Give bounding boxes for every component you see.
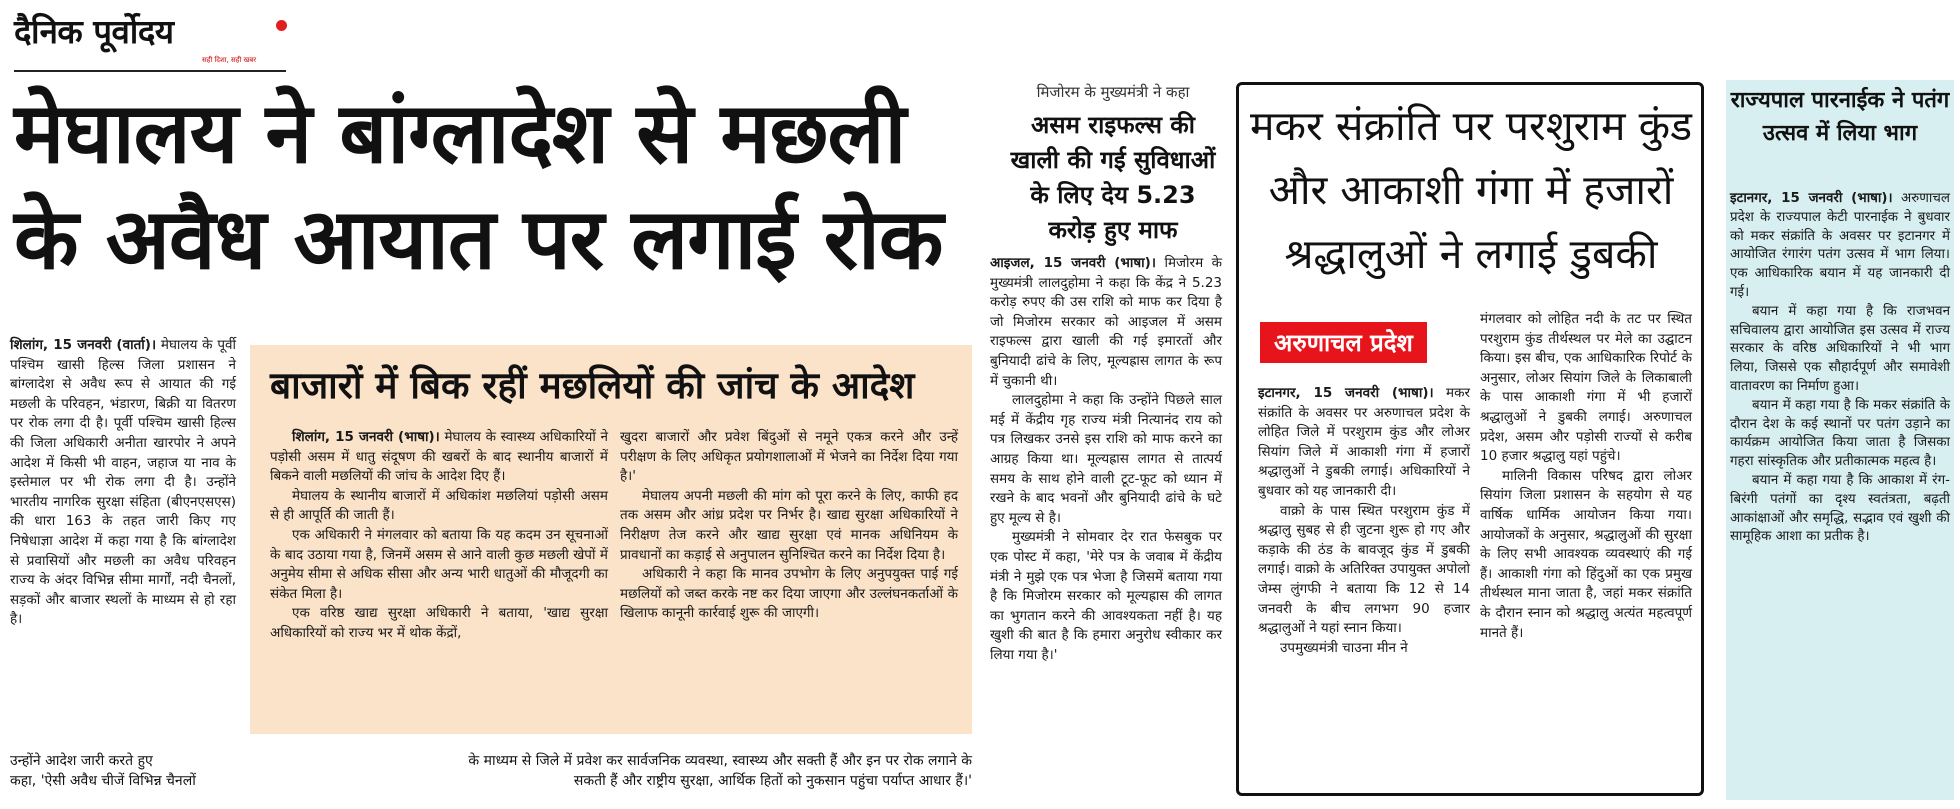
story3-dateline: इटानगर, 15 जनवरी (भाषा)। — [1258, 385, 1434, 401]
masthead-dot-icon — [276, 20, 287, 31]
highlight-paragraph: अधिकारी ने कहा कि मानव उपभोग के लिए अनुपयुक्त पाई गई मछलियों को जब्त करके नष्ट कर दिया जाएगा और उल्लंघनकर्ताओं के खिलाफ कानूनी कार्रवाई शुरू की जाएगी। — [620, 566, 958, 622]
masthead-rule — [14, 70, 286, 72]
main-headline-line-2: के अवैध आयात पर लगाई रोक — [14, 190, 943, 288]
story2-paragraph: मुख्यमंत्री ने सोमवार देर रात फेसबुक पर एक पोस्ट में कहा, 'मेरे पत्र के जवाब में केंद्रीय मंत्री ने मुझे एक पत्र भेजा है जिसमें बताया गया है कि मिजोरम सरकार को मूल्यह्रास की लागत का भुगतान करने की आवश्यकता नहीं है। यह खुशी की बात है कि हमारा अनुरोध स्वीकार कर लिया गया है।' — [990, 529, 1222, 663]
story3-column-1 — [1258, 384, 1470, 658]
story3-paragraph: वाक्रो के पास स्थित परशुराम कुंड में श्रद्धालु सुबह से ही जुटना शुरू हो गए और कड़ाके की ठंड के बावजूद कुंड में डुबकी लगाई। वाक्रो के अतिरिक्त उपायुक्त अपोलो जेम्स लुंगफी ने बताया कि 12 से 14 जनवरी के बीच लगभग 90 हजार श्रद्धालुओं ने यहां स्नान किया। — [1258, 502, 1470, 637]
story2-paragraph: लालदुहोमा ने कहा कि उन्होंने पिछले साल मई में केंद्रीय गृह राज्य मंत्री नित्यानंद राय को पत्र लिखकर उनसे इस राशि को माफ करने का आग्रह किया था। मूल्यह्रास लागत से तात्पर्य समय के साथ होने वाली टूट-फूट को ध्यान में रखने के बाद भवनों और बुनियादी ढांचे के घटे हुए मूल्य से है। — [990, 392, 1222, 526]
story2-headline: असम राइफल्स की खाली की गई सुविधाओं के लिए देय 5.23 करोड़ हुए माफ — [1010, 111, 1216, 244]
story3-paragraph: मकर संक्रांति के अवसर पर अरुणाचल प्रदेश के लोहित जिले में परशुराम कुंड और लोअर सियांग जिले में आकाशी गंगा में हजारों श्रद्धालुओं ने डुबकी लगाई। अधिकारियों ने बुधवार को यह जानकारी दी। — [1258, 385, 1470, 499]
story4-paragraph: अरुणाचल प्रदेश के राज्यपाल केटी पारनाईक ने बुधवार को मकर संक्रांति के अवसर पर इटानगर में आयोजित रंगारंग पतंग उत्सव में भाग लिया। एक आधिकारिक बयान में यह जानकारी दी गई। — [1730, 191, 1950, 300]
highlight-paragraph: मेघालय के स्थानीय बाजारों में अधिकांश मछलियां पड़ोसी असम से ही आपूर्ति की जाती हैं। — [270, 487, 608, 524]
main-bottom-right-1: के माध्यम से जिले में प्रवेश कर सार्वजनिक व्यवस्था, स्वास्थ्य और सक्ती हैं और इन पर रोक लगाने के — [468, 753, 972, 769]
main-bottom-left-1: उन्होंने आदेश जारी करते हुए — [10, 753, 153, 769]
story4-paragraph: बयान में कहा गया है कि मकर संक्रांति के दौरान देश के कई स्थानों पर पतंग उड़ाने का कार्यक्रम आयोजित किया जाता है जिसका गहरा सांस्कृतिक और प्रतीकात्मक महत्व है। — [1730, 397, 1950, 470]
story3-paragraph: मालिनी विकास परिषद द्वारा लोअर सियांग जिला प्रशासन के सहयोग से यह वार्षिक धार्मिक आयोजन किया गया। आयोजकों के अनुसार, श्रद्धालुओं की सुरक्षा के लिए सभी आवश्यक व्यवस्थाएं की गई हैं। आकाशी गंगा को हिंदुओं का एक प्रमुख तीर्थस्थल माना जाता है, जहां मकर संक्रांति के दौरान स्नान को श्रद्धालु अत्यंत महत्वपूर्ण मानते हैं। — [1480, 467, 1692, 641]
story2-kicker: मिजोरम के मुख्यमंत्री ने कहा — [1036, 83, 1190, 101]
story4-paragraph: बयान में कहा गया है कि आकाश में रंग-बिरंगी पतंगों का दृश्य स्वतंत्रता, बढ़ती आकांक्षाओं और समृद्धि, सद्भाव एवं खुशी की सामूहिक आशा का प्रतीक है। — [1730, 472, 1950, 545]
highlight-paragraph: मेघालय अपनी मछली की मांग को पूरा करने के लिए, काफी हद तक असम और आंध्र प्रदेश पर निर्भर है। खाद्य सुरक्षा अधिकारियों ने निरीक्षण तेज करने और खाद्य सुरक्षा एवं मानक अधिनियम के प्रावधानों का कड़ाई से अनुपालन सुनिश्चित करने का निर्देश दिया है। — [620, 487, 958, 563]
story2-body — [990, 254, 1222, 665]
story2-dateline: आइजल, 15 जनवरी (भाषा)। — [990, 255, 1156, 271]
story-mizoram-header — [1008, 82, 1218, 248]
story4-paragraph: बयान में कहा गया है कि राजभवन सचिवालय द्वारा आयोजित इस उत्सव में राज्य सरकार के वरिष्ठ अधिकारियों ने भी भाग लिया, जिससे एक सौहार्दपूर्ण और समावेशी वातावरण का निर्माण हुआ। — [1730, 303, 1950, 394]
main-bottom-right-2: सकती हैं और राष्ट्रीय सुरक्षा, आर्थिक हितों को नुकसान पहुंचा पर्याप्त आधार हैं।' — [573, 772, 972, 789]
main-bottom-left-2: कहा, 'ऐसी अवैध चीजें विभिन्न चैनलों — [10, 772, 196, 789]
main-dateline: शिलांग, 15 जनवरी (वार्ता)। — [10, 337, 157, 353]
masthead-name: दैनिक पूर्वोदय — [14, 12, 174, 51]
story4-headline: राज्यपाल पारनाईक ने पतंग उत्सव में लिया भाग — [1730, 88, 1950, 146]
story3-paragraph: उपमुख्यमंत्री चाउना मीन ने — [1280, 639, 1408, 656]
highlight-column-1 — [270, 428, 608, 644]
highlight-dateline: शिलांग, 15 जनवरी (भाषा)। — [292, 429, 440, 445]
masthead — [14, 8, 286, 70]
story4-body — [1730, 190, 1950, 547]
highlight-paragraph: एक वरिष्ठ खाद्य सुरक्षा अधिकारी ने बताया, 'खाद्य सुरक्षा अधिकारियों को राज्य भर में थोक केंद्रों, — [270, 605, 608, 641]
story3-headline: मकर संक्रांति पर परशुराम कुंड और आकाशी गंगा में हजारों श्रद्धालुओं ने लगाई डुबकी — [1249, 102, 1693, 278]
highlight-column-2 — [620, 428, 958, 624]
story3-paragraph: मंगलवार को लोहित नदी के तट पर स्थित परशुराम कुंड तीर्थस्थल पर मेले का उद्घाटन किया। इस बीच, एक आधिकारिक रिपोर्ट के अनुसार, लोअर सियांग जिले के लिकाबाली के पास आकाशी गंगा में भी हजारों श्रद्धालुओं ने डुबकी लगाई। अरुणाचल प्रदेश, असम और पड़ोसी राज्यों से करीब 10 हजार श्रद्धालु यहां पहुंचे। — [1480, 311, 1692, 465]
story2-paragraph: मिजोरम के मुख्यमंत्री लालदुहोमा ने कहा कि केंद्र ने 5.23 करोड़ रुपए की उस राशि को माफ कर दिया है जो मिजोरम सरकार को आइजल में असम राइफल्स द्वारा खाली की गई इमारतों और बुनियादी ढांचे के लिए, मूल्यह्रास लागत के रूप में चुकानी थी। — [990, 255, 1222, 389]
story3-column-2 — [1480, 310, 1692, 643]
main-body-text: मेघालय के पूर्वी पश्चिम खासी हिल्स जिला प्रशासन ने बांग्लादेश से अवैध रूप से आयात की गई मछली के परिवहन, भंडारण, बिक्री या वितरण पर रोक लगा दी है। पूर्वी पश्चिम खासी हिल्स की जिला अधिकारी अनीता खारपोर ने अपने आदेश में किसी भी वाहन, जहाज या नाव के इस्तेमाल पर भी रोक लगा दी है। उन्होंने भारतीय नागरिक सुरक्षा संहिता (बीएनएसएस) की धारा 163 के तहत जारी किए गए निषेधाज्ञा आदेश में कहा गया है कि बांग्लादेश से प्रवासियों और मछली का अवैध परिवहन राज्य के अंदर विभिन्न सीमा मार्गों, नदी चैनलों, सड़कों और बाजार स्थलों के माध्यम से हो रहा है। — [10, 337, 236, 628]
masthead-tagline: सही दिशा, सही खबर — [202, 56, 257, 64]
main-headline-line-1: मेघालय ने बांग्लादेश से मछली — [14, 84, 906, 182]
highlight-paragraph: मेघालय के स्वास्थ्य अधिकारियों ने पड़ोसी असम में धातु संदूषण की खबरों के बाद स्थानीय बाजारों में बिकने वाली मछलियों की जांच के आदेश दिए हैं। — [270, 429, 609, 485]
highlight-paragraph: एक अधिकारी ने मंगलवार को बताया कि यह कदम उन सूचनाओं के बाद उठाया गया है, जिनमें असम से आने वाली कुछ मछली खेपों में अनुमेय सीमा से अधिक सीसा और अन्य भारी धातुओं की मौजूदगी का संकेत मिला है। — [270, 526, 608, 602]
main-story-continuation — [10, 752, 972, 791]
main-story-body — [10, 336, 236, 630]
story4-dateline: इटानगर, 15 जनवरी (भाषा)। — [1730, 191, 1893, 206]
story3-region-badge: अरुणाचल प्रदेश — [1260, 322, 1427, 363]
highlight-title: बाजारों में बिक रहीं मछलियों की जांच के आदेश — [270, 364, 915, 407]
highlight-paragraph: खुदरा बाजारों और प्रवेश बिंदुओं से नमूने एकत्र करने और उन्हें परीक्षण के लिए अधिकृत प्रयोगशालाओं में भेजने का निर्देश दिया गया है।' — [620, 429, 958, 485]
main-headline — [14, 80, 974, 292]
